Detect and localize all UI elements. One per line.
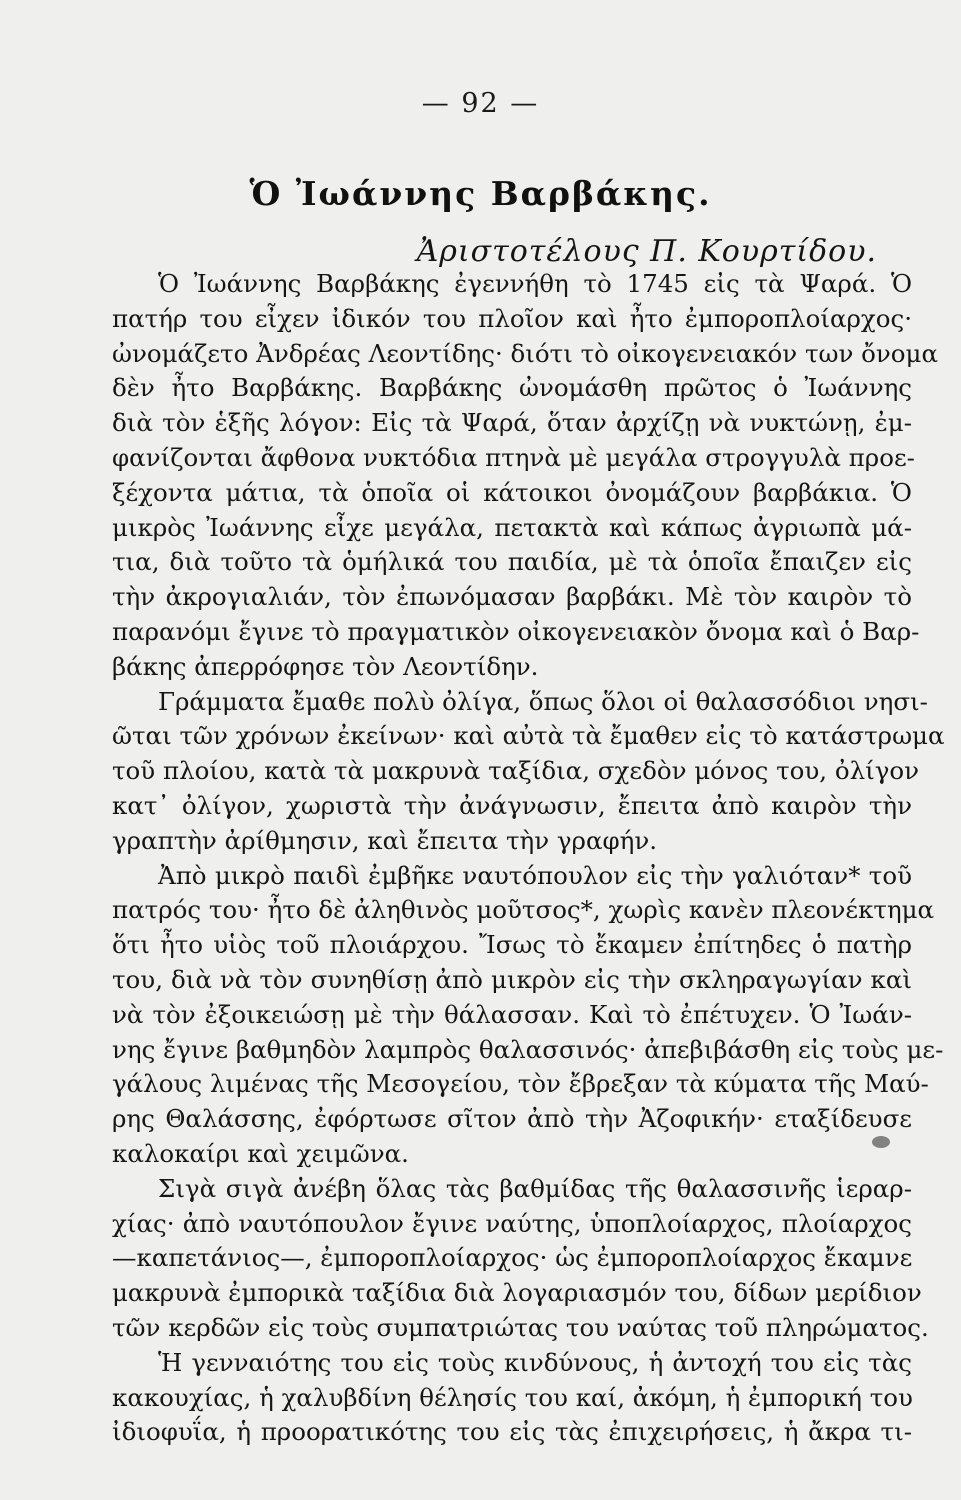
text-line: γάλους λιμένας τῆς Μεσογείου, τὸν ἔβρεξαν τὰ κύματα τῆς Μαύ- (112, 1069, 929, 1099)
text-line: νης ἔγινε βαθμηδὸν λαμπρὸς θαλασσινός· ἀπεβιβάσθη εἰς τοὺς με- (112, 1034, 944, 1064)
text-line: ῶται τῶν χρόνων ἐκείνων· καὶ αὐτὰ τὰ ἔμαθεν εἰς τὸ κατάστρωμα (112, 721, 945, 751)
text-line: τὴν ἀκρογιαλιάν, τὸν ἐπωνόμασαν βαρβάκι. Μὲ τὸν καιρὸν τὸ (112, 582, 912, 612)
text-line: μικρὸς Ἰωάννης εἶχε μεγάλα, πετακτὰ καὶ κάπως ἀγριωπὰ μά- (112, 512, 912, 542)
text-line: μακρυνὰ ἐμπορικὰ ταξίδια διὰ λογαριασμόν του, δίδων μερίδιον (112, 1278, 922, 1308)
text-line: ὠνομάζετο Ἀνδρέας Λεοντίδης· διότι τὸ οἰκογενειακόν των ὄνομα (112, 338, 939, 368)
text-line: πατρός του· ἦτο δὲ ἀληθινὸς μοῦτσος*, χωρὶς κανὲν πλεονέκτημα (112, 895, 935, 925)
article-author: Ἀριστοτέλους Π. Κουρτίδου. (416, 234, 877, 269)
text-line: του, διὰ νὰ τὸν συνηθίσῃ ἀπὸ μικρὸν εἰς τὴν σκληραγωγίαν καὶ (112, 964, 912, 994)
text-line: γραπτὴν ἀρίθμησιν, καὶ ἔπειτα τὴν γραφήν. (112, 825, 658, 855)
text-line: διὰ τὸν ἑξῆς λόγον: Εἰς τὰ Ψαρά, ὅταν ἀρχίζῃ νὰ νυκτώνῃ, ἐμ- (112, 408, 912, 438)
text-line: ρης Θαλάσσης, ἐφόρτωσε σῖτον ἀπὸ τὴν Ἀζοφικήν· εταξίδευσε (112, 1104, 912, 1134)
text-line: κακουχίας, ἡ χαλυβδίνη θέλησίς του καί, ἀκόμη, ἡ ἐμπορική του (112, 1382, 913, 1412)
page-number: — 92 — (421, 88, 540, 119)
text-line: νὰ τὸν ἐξοικειώσῃ μὲ τὴν θάλασσαν. Καὶ τὸ ἐπέτυχεν. Ὁ Ἰωάν- (112, 999, 912, 1029)
text-line: παρανόμι ἔγινε τὸ πραγματικὸν οἰκογενειακὸν ὄνομα καὶ ὁ Βαρ- (112, 616, 920, 646)
text-line: δὲν ἦτο Βαρβάκης. Βαρβάκης ὠνομάσθη πρῶτος ὁ Ἰωάννης (112, 373, 912, 403)
text-line: καλοκαίρι καὶ χειμῶνα. (112, 1138, 409, 1168)
text-line: χίας· ἀπὸ ναυτόπουλον ἔγινε ναύτης, ὑποπλοίαρχος, πλοίαρχος (112, 1208, 912, 1238)
text-line: Ἡ γενναιότης του εἰς τοὺς κινδύνους, ἡ ἀντοχή του εἰς τὰς (158, 1347, 912, 1377)
text-line: φανίζονται ἄφθονα νυκτόδια πτηνὰ μὲ μεγάλα στρογγυλὰ προε- (112, 442, 915, 472)
text-line: Ὁ Ἰωάννης Βαρβάκης ἐγεννήθη τὸ 1745 εἰς τὰ Ψαρά. Ὁ (158, 269, 912, 298)
text-line: Γράμματα ἔμαθε πολὺ ὀλίγα, ὅπως ὅλοι οἱ θαλασσόδιοι νησι- (158, 686, 928, 716)
text-line: —καπετάνιος—, ἐμποροπλοίαρχος· ὡς ἐμποροπλοίαρχος ἔκαμνε (112, 1243, 913, 1273)
text-line: τῶν κερδῶν εἰς τοὺς συμπατριώτας του ναύτας τοῦ πληρώματος. (112, 1312, 929, 1342)
text-line: τια, διὰ τοῦτο τὰ ὁμήλικά του παιδία, μὲ τὰ ὁποῖα ἔπαιζεν εἰς (112, 547, 912, 577)
text-line: πατήρ του εἶχεν ἰδικόν του πλοῖον καὶ ἦτο ἐμποροπλοίαρχος· (112, 303, 912, 333)
text-line: βάκης ἀπερρόφησε τὸν Λεοντίδην. (112, 651, 539, 681)
text-line: Ἀπὸ μικρὸ παιδὶ ἐμβῆκε ναυτόπουλον εἰς τὴν γαλιόταν* τοῦ (158, 860, 912, 890)
article-body (112, 267, 945, 1450)
text-line: τοῦ πλοίου, κατὰ τὰ μακρυνὰ ταξίδια, σχεδὸν μόνος του, ὀλίγον (112, 756, 920, 786)
ink-smudge (872, 1136, 890, 1148)
text-line: ὅτι ἦτο υἱὸς τοῦ πλοιάρχου. Ἴσως τὸ ἔκαμεν ἐπίτηδες ὁ πατὴρ (112, 930, 912, 960)
text-line: κατ᾽ ὀλίγον, χωριστὰ τὴν ἀνάγνωσιν, ἔπειτα ἀπὸ καιρὸν τὴν (112, 790, 912, 820)
text-line: ξέχοντα μάτια, τὰ ὁποῖα οἱ κάτοικοι ὀνομάζουν βαρβάκια. Ὁ (112, 477, 912, 507)
text-line: Σιγὰ σιγὰ ἀνέβη ὅλας τὰς βαθμίδας τῆς θαλασσινῆς ἱεραρ- (158, 1173, 912, 1203)
article-title: Ὁ Ἰωάννης Βαρβάκης. (249, 174, 712, 213)
text-line: ἰδιοφυΐα, ἡ προορατικότης του εἰς τὰς ἐπιχειρήσεις, ἡ ἄκρα τι- (112, 1417, 912, 1447)
